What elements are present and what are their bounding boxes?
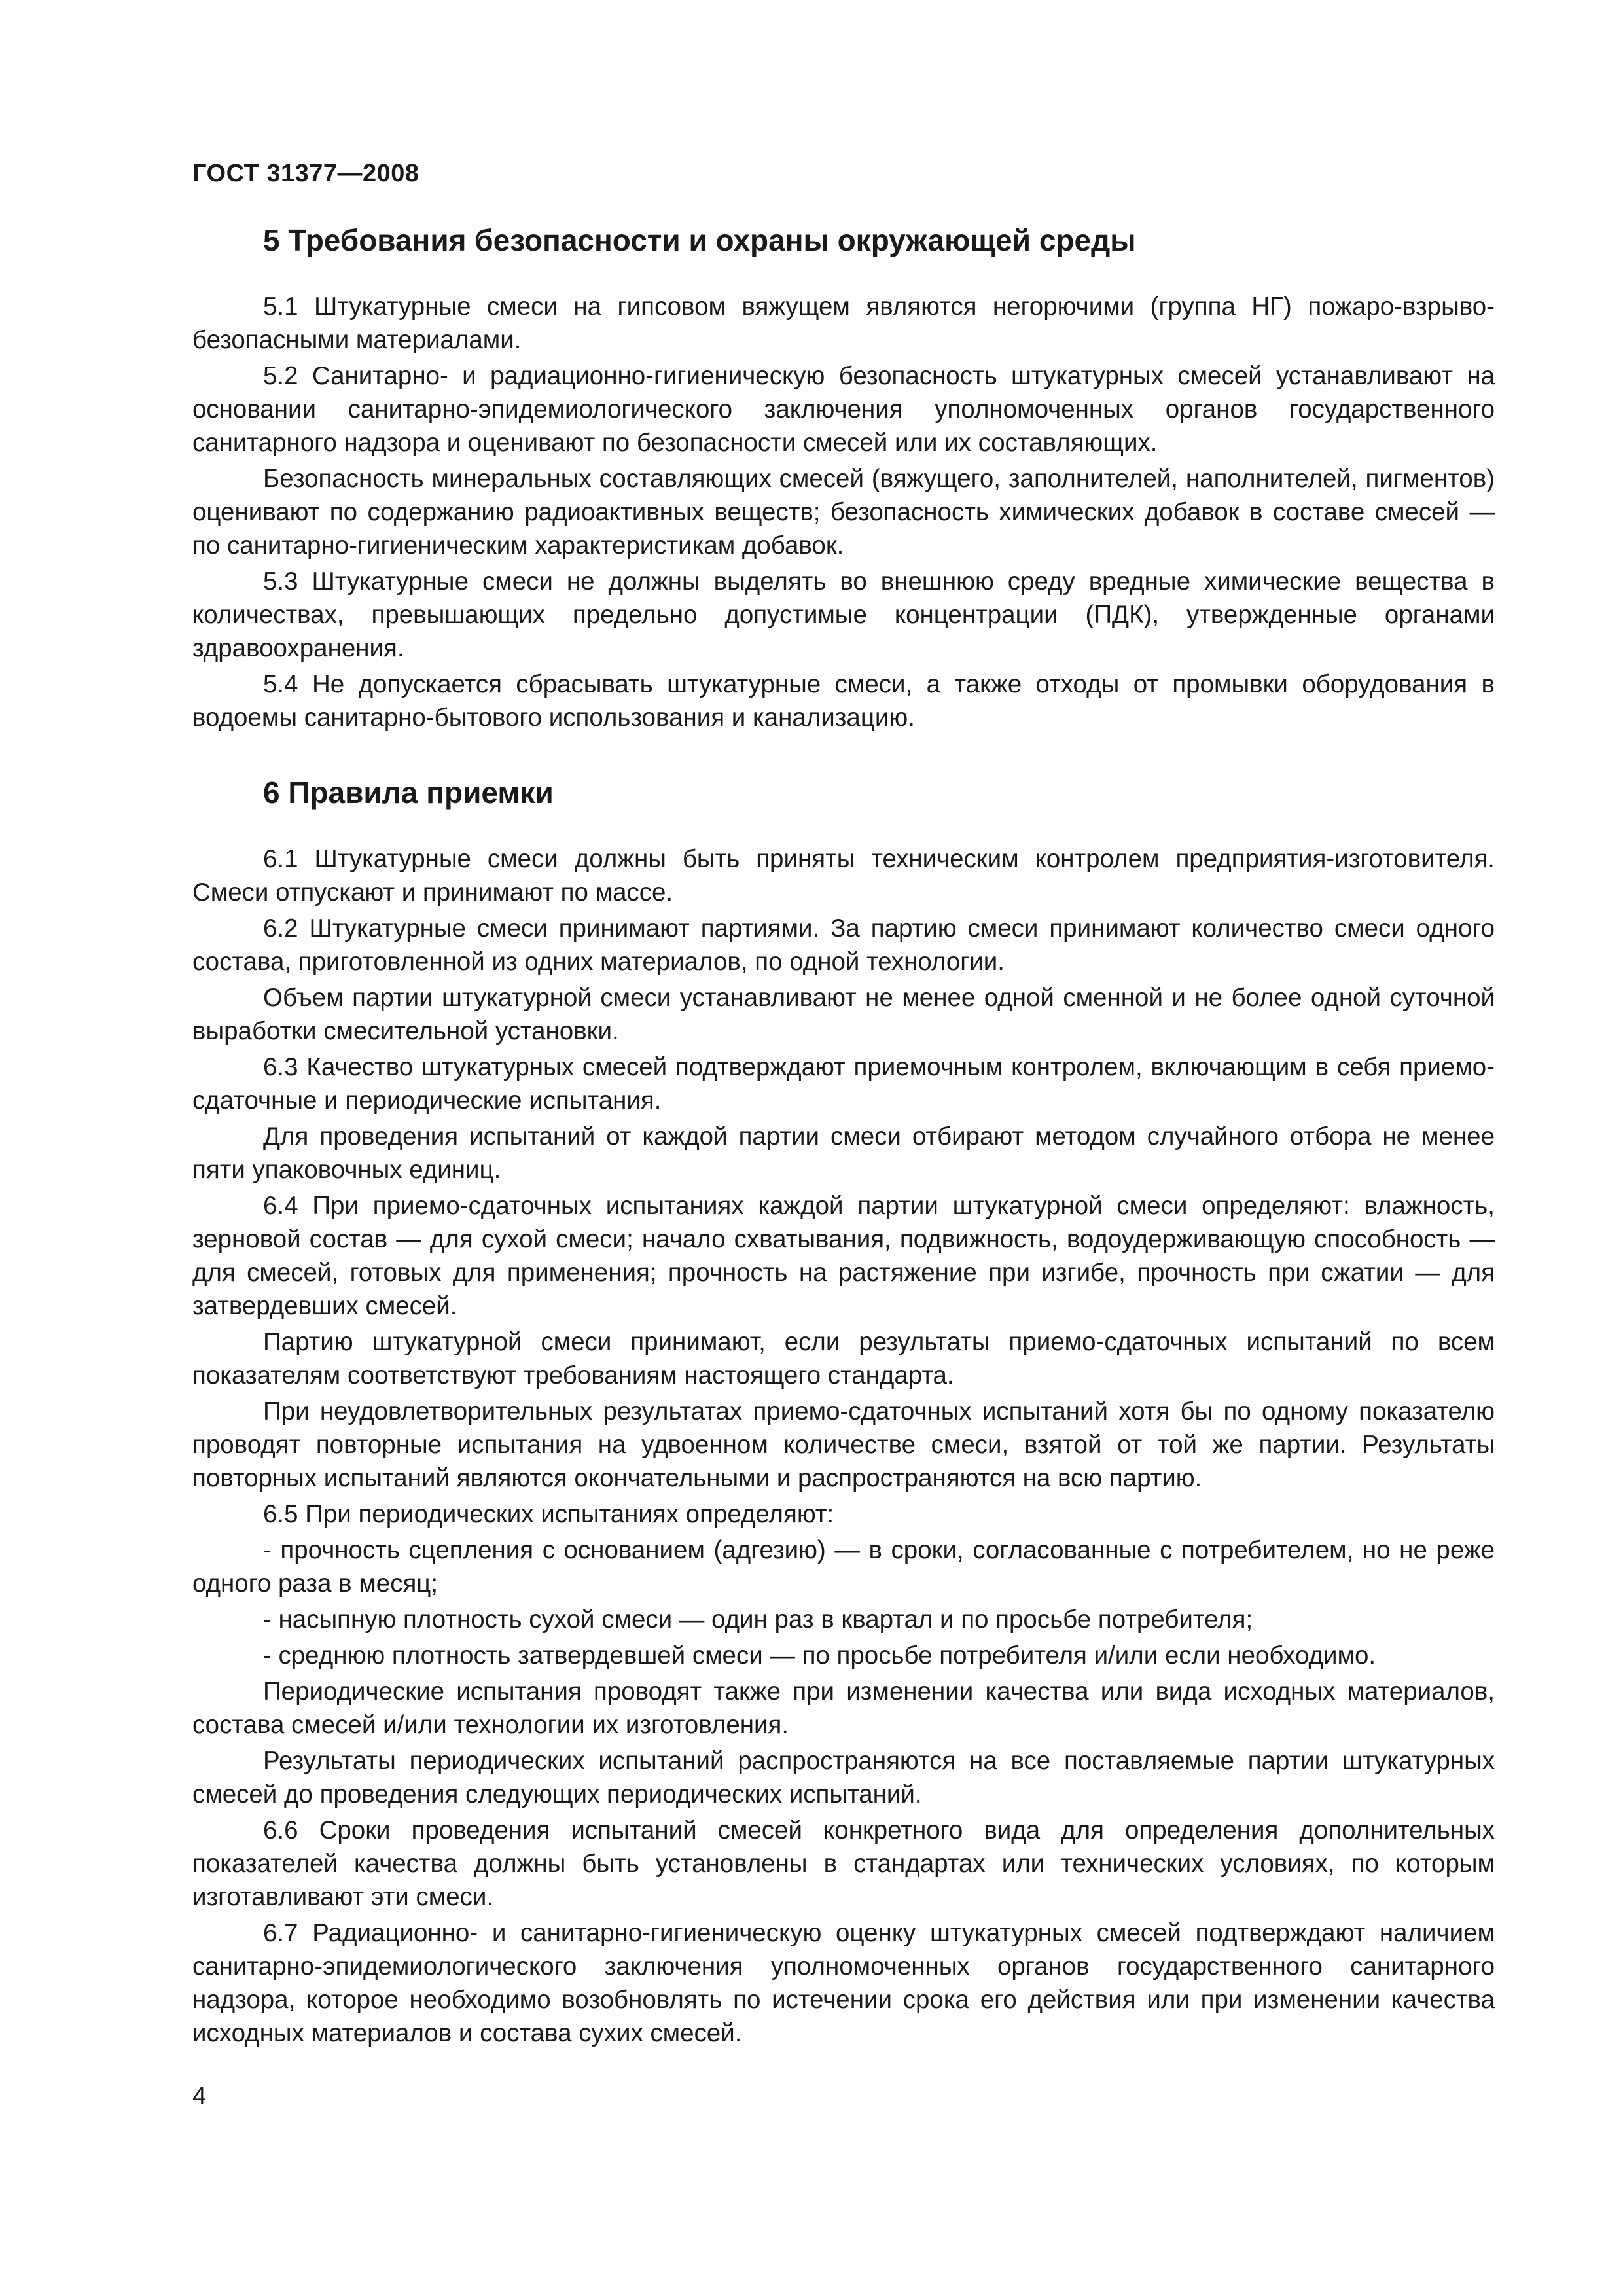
paragraph-6-4: 6.4 При приемо-сдаточных испытаниях каждой партии штукатурной смеси определяют: влажность, зерновой состав — для сухой смеси; начало схватывания, подвижность, водоудерживающую способность — для смесей, готовых для применения; прочность на растяжение при изгибе, прочность при сжатии — для затвердевших смесей. bbox=[192, 1192, 1495, 1321]
page-number: 4 bbox=[192, 2083, 207, 2110]
standard-header: ГОСТ 31377—2008 bbox=[192, 160, 419, 187]
paragraph-6-2-cont: Объем партии штукатурной смеси устанавливают не менее одной сменной и не более одной суточной выработки смесительной установки. bbox=[192, 984, 1495, 1046]
document-body bbox=[192, 223, 1495, 2053]
paragraph-6-4-cont-1: Партию штукатурной смеси принимают, если результаты приемо-сдаточных испытаний по всем показателям соответствуют требованиям настоящего стандарта. bbox=[192, 1328, 1495, 1390]
list-item-average-density: - среднюю плотность затвердевшей смеси — по просьбе потребителя и/или если необходимо. bbox=[263, 1641, 1376, 1670]
paragraph-5-2: 5.2 Санитарно- и радиационно-гигиеническую безопасность штукатурных смесей устанавливают на основании санитарно-эпидемиологического заключения уполномоченных органов государственного санитарного надзора и оценивают по безопасности смесей или их составляющих. bbox=[192, 362, 1495, 457]
paragraph-6-3-cont: Для проведения испытаний от каждой партии смеси отбирают методом случайного отбора не менее пяти упаковочных единиц. bbox=[192, 1122, 1495, 1185]
paragraph-5-4: 5.4 Не допускается сбрасывать штукатурные смеси, а также отходы от промывки оборудования в водоемы санитарно-бытового использования и канализацию. bbox=[192, 670, 1495, 732]
section-5-body bbox=[192, 290, 1495, 734]
paragraph-6-5: 6.5 При периодических испытаниях определяют: bbox=[263, 1500, 834, 1529]
paragraph-6-5-cont-1: Периодические испытания проводят также при изменении качества или вида исходных материалов, состава смесей и/или технологии их изготовления. bbox=[192, 1677, 1495, 1740]
paragraph-6-7: 6.7 Радиационно- и санитарно-гигиеническую оценку штукатурных смесей подтверждают наличием санитарно-эпидемиологического заключения уполномоченных органов государственного санитарного надзора, которое необходимо возобновлять по истечении срока его действия или при изменении качества исходных материалов и состава сухих смесей. bbox=[192, 1919, 1495, 2048]
paragraph-5-1: 5.1 Штукатурные смеси на гипсовом вяжущем являются негорючими (группа НГ) пожаро-взрыво-безопасными материалами. bbox=[192, 293, 1495, 355]
section-6-title: 6 Правила приемки bbox=[263, 776, 554, 810]
list-item-bulk-density: - насыпную плотность сухой смеси — один раз в квартал и по просьбе потребителя; bbox=[263, 1605, 1253, 1634]
paragraph-6-3: 6.3 Качество штукатурных смесей подтверждают приемочным контролем, включающим в себя приемо-сдаточные и периодические испытания. bbox=[192, 1053, 1495, 1115]
paragraph-5-3: 5.3 Штукатурные смеси не должны выделять во внешнюю среду вредные химические вещества в количествах, превышающих предельно допустимые концентрации (ПДК), утвержденные органами здравоохранения. bbox=[192, 567, 1495, 663]
paragraph-6-2: 6.2 Штукатурные смеси принимают партиями. За партию смеси принимают количество смеси одного состава, приготовленной из одних материалов, по одной технологии. bbox=[192, 914, 1495, 977]
paragraph-5-2-cont: Безопасность минеральных составляющих смесей (вяжущего, заполнителей, наполнителей, пигментов) оценивают по содержанию радиоактивных веществ; безопасность химических добавок в составе смесей — по санитарно-гигиеническим характеристикам добавок. bbox=[192, 465, 1495, 560]
list-item-adhesion: - прочность сцепления с основанием (адгезию) — в сроки, согласованные с потребителем, но не реже одного раза в месяц; bbox=[192, 1536, 1495, 1598]
paragraph-6-1: 6.1 Штукатурные смеси должны быть приняты техническим контролем предприятия-изготовителя. Смеси отпускают и принимают по массе. bbox=[192, 845, 1495, 907]
section-5-title: 5 Требования безопасности и охраны окружающей среды bbox=[263, 223, 1136, 257]
paragraph-6-5-cont-2: Результаты периодических испытаний распространяются на все поставляемые партии штукатурных смесей до проведения следующих периодических испытаний. bbox=[192, 1747, 1495, 1809]
paragraph-6-6: 6.6 Сроки проведения испытаний смесей конкретного вида для определения дополнительных показателей качества должны быть установлены в стандартах или технических условиях, по которым изготавливают эти смеси. bbox=[192, 1816, 1495, 1912]
section-6-body bbox=[192, 842, 1495, 2050]
paragraph-6-4-cont-2: При неудовлетворительных результатах приемо-сдаточных испытаний хотя бы по одному показателю проводят повторные испытания на удвоенном количестве смеси, взятой от той же партии. Результаты повторных испытаний являются окончательными и распространяются на всю партию. bbox=[192, 1397, 1495, 1493]
